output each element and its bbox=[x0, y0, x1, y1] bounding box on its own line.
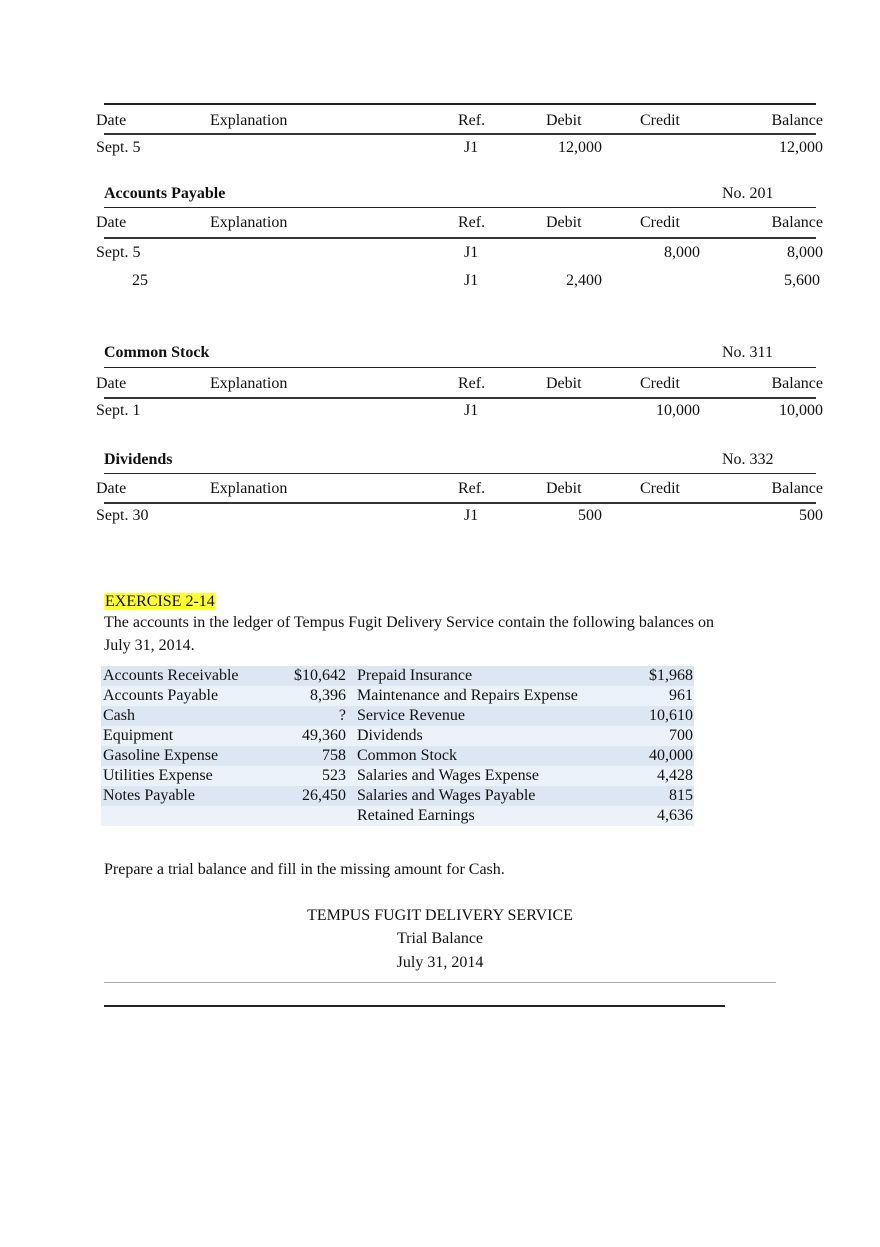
account-amount: ? bbox=[338, 707, 346, 724]
row-ref: J1 bbox=[464, 244, 479, 261]
table-row bbox=[101, 666, 694, 686]
divider bbox=[104, 103, 816, 105]
row-ref: J1 bbox=[464, 272, 479, 289]
ledger-number: No. 201 bbox=[722, 185, 774, 202]
header-explanation: Explanation bbox=[210, 214, 288, 231]
row-debit: 2,400 bbox=[566, 272, 602, 289]
header-explanation: Explanation bbox=[210, 480, 288, 497]
account-name: Utilities Expense bbox=[103, 767, 213, 784]
header-credit: Credit bbox=[640, 480, 680, 497]
account-name: Maintenance and Repairs Expense bbox=[357, 687, 578, 704]
header-balance: Balance bbox=[771, 375, 823, 392]
row-date: Sept. 30 bbox=[96, 507, 149, 524]
header-credit: Credit bbox=[640, 112, 680, 129]
row-balance: 500 bbox=[799, 507, 823, 524]
row-ref: J1 bbox=[464, 139, 479, 156]
row-ref: J1 bbox=[464, 402, 479, 419]
account-name: Retained Earnings bbox=[357, 807, 475, 824]
header-ref: Ref. bbox=[458, 375, 486, 392]
header-date: Date bbox=[96, 112, 127, 129]
table-row bbox=[101, 806, 694, 826]
header-explanation: Explanation bbox=[210, 112, 288, 129]
table-row bbox=[101, 746, 694, 766]
header-date: Date bbox=[96, 214, 127, 231]
account-name: Accounts Receivable bbox=[103, 667, 239, 684]
exercise-intro-line2: July 31, 2014. bbox=[104, 637, 195, 654]
divider bbox=[104, 237, 816, 239]
account-amount: 8,396 bbox=[310, 687, 346, 704]
account-amount: 4,636 bbox=[657, 807, 693, 824]
table-row bbox=[101, 786, 694, 806]
divider bbox=[104, 1005, 725, 1007]
exercise-label-text: EXERCISE 2-14 bbox=[105, 593, 215, 610]
account-name: Dividends bbox=[357, 727, 423, 744]
account-name: Salaries and Wages Expense bbox=[357, 767, 539, 784]
header-ref: Ref. bbox=[458, 112, 486, 129]
account-amount: 4,428 bbox=[657, 767, 693, 784]
account-name: Prepaid Insurance bbox=[357, 667, 473, 684]
account-name: Cash bbox=[103, 707, 135, 724]
account-amount: 49,360 bbox=[302, 727, 346, 744]
header-debit: Debit bbox=[546, 214, 582, 231]
account-amount: 961 bbox=[669, 687, 693, 704]
account-amount: 815 bbox=[669, 787, 693, 804]
account-name: Service Revenue bbox=[357, 707, 465, 724]
row-credit: 8,000 bbox=[664, 244, 700, 261]
account-name: Common Stock bbox=[357, 747, 458, 764]
header-debit: Debit bbox=[546, 375, 582, 392]
divider bbox=[104, 502, 816, 504]
ledger-title: Dividends bbox=[104, 451, 173, 468]
table-row bbox=[101, 686, 694, 706]
account-amount: 758 bbox=[322, 747, 346, 764]
divider bbox=[104, 397, 816, 399]
row-ref: J1 bbox=[464, 507, 479, 524]
row-debit: 12,000 bbox=[558, 139, 602, 156]
exercise-intro-line1: The accounts in the ledger of Tempus Fugit Delivery Service contain the following balances on bbox=[104, 614, 714, 631]
row-date: Sept. 5 bbox=[96, 244, 141, 261]
header-credit: Credit bbox=[640, 375, 680, 392]
header-ref: Ref. bbox=[458, 480, 486, 497]
row-balance: 10,000 bbox=[779, 402, 823, 419]
row-balance: 8,000 bbox=[787, 244, 823, 261]
trial-balance-date: July 31, 2014 bbox=[396, 954, 484, 971]
divider bbox=[104, 367, 816, 368]
ledger-title: Common Stock bbox=[104, 344, 210, 361]
account-amount: 523 bbox=[322, 767, 346, 784]
header-balance: Balance bbox=[771, 112, 823, 129]
table-row bbox=[101, 766, 694, 786]
exercise-label bbox=[104, 593, 216, 611]
header-balance: Balance bbox=[771, 480, 823, 497]
ledger-number: No. 332 bbox=[722, 451, 774, 468]
header-debit: Debit bbox=[546, 480, 582, 497]
account-name: Equipment bbox=[103, 727, 174, 744]
header-date: Date bbox=[96, 375, 127, 392]
trial-balance-company: TEMPUS FUGIT DELIVERY SERVICE bbox=[307, 907, 573, 924]
row-date: Sept. 1 bbox=[96, 402, 141, 419]
trial-balance-title: Trial Balance bbox=[396, 930, 484, 947]
row-credit: 10,000 bbox=[656, 402, 700, 419]
account-name: Accounts Payable bbox=[103, 687, 219, 704]
header-ref: Ref. bbox=[458, 214, 486, 231]
row-date: 25 bbox=[132, 272, 148, 289]
account-name: Notes Payable bbox=[103, 787, 195, 804]
table-row bbox=[101, 706, 694, 726]
divider bbox=[104, 473, 816, 474]
header-debit: Debit bbox=[546, 112, 582, 129]
instruction: Prepare a trial balance and fill in the missing amount for Cash. bbox=[104, 861, 505, 878]
divider bbox=[104, 207, 816, 208]
row-balance: 12,000 bbox=[779, 139, 823, 156]
account-amount: 40,000 bbox=[649, 747, 693, 764]
row-balance: 5,600 bbox=[784, 272, 820, 289]
header-date: Date bbox=[96, 480, 127, 497]
account-amount: 700 bbox=[669, 727, 693, 744]
header-explanation: Explanation bbox=[210, 375, 288, 392]
divider bbox=[104, 133, 816, 135]
account-name: Gasoline Expense bbox=[103, 747, 219, 764]
account-amount: 26,450 bbox=[302, 787, 346, 804]
account-amount: $1,968 bbox=[649, 667, 693, 684]
account-name: Salaries and Wages Payable bbox=[357, 787, 536, 804]
header-credit: Credit bbox=[640, 214, 680, 231]
row-debit: 500 bbox=[578, 507, 602, 524]
ledger-title: Accounts Payable bbox=[104, 185, 226, 202]
table-row bbox=[101, 726, 694, 746]
account-amount: 10,610 bbox=[649, 707, 693, 724]
row-date: Sept. 5 bbox=[96, 139, 141, 156]
ledger-number: No. 311 bbox=[722, 344, 773, 361]
divider bbox=[104, 982, 776, 983]
account-amount: $10,642 bbox=[294, 667, 346, 684]
header-balance: Balance bbox=[771, 214, 823, 231]
